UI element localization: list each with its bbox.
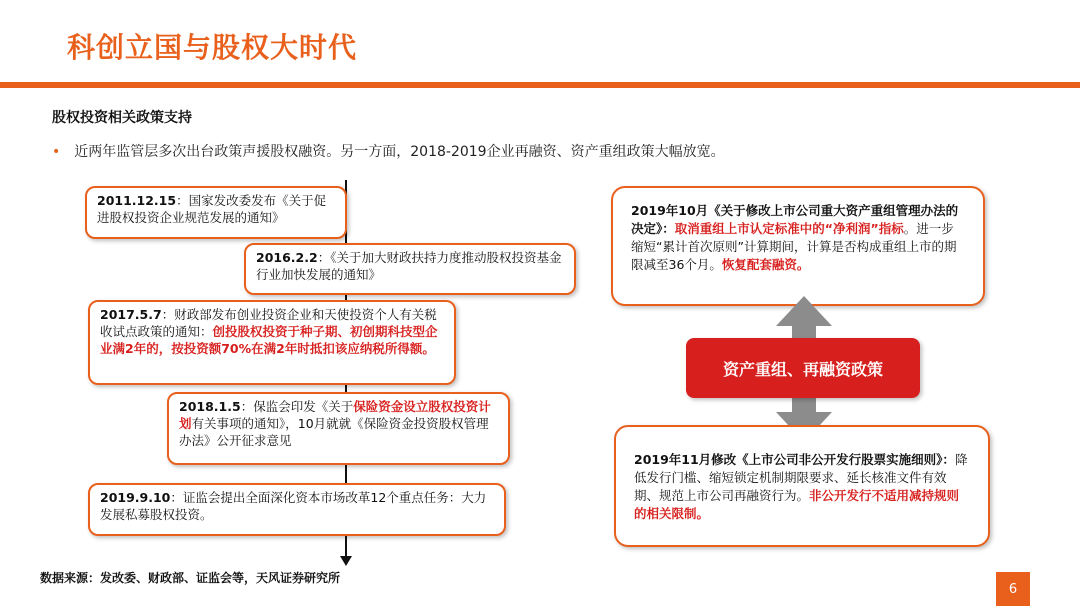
timeline-event-5 [88, 483, 506, 536]
timeline-event-2 [244, 243, 576, 295]
timeline-event-1 [85, 186, 347, 239]
event-date: 2011.12.15 [97, 193, 177, 208]
policy-box-refinancing [614, 425, 990, 547]
timeline-arrow-icon [340, 556, 352, 566]
event-text: ：保监会印发《关于 [240, 399, 354, 414]
event-text: ：财政部发布创业投资企业和天使投资个人有关税收试点政策的通知： [100, 307, 437, 339]
policy-box-restructuring [611, 186, 985, 306]
page-number: 6 [996, 572, 1030, 606]
timeline-event-4 [167, 392, 510, 465]
event-date: 2018.1.5 [179, 399, 241, 414]
data-source: 数据来源：发改委、财政部、证监会等，天风证券研究所 [40, 571, 341, 585]
event-date: 2019.9.10 [100, 490, 171, 505]
policy-highlight: 取消重组上市认定标准中的“净利润”指标 [674, 221, 904, 236]
policy-highlight: 非公开发行不适用减持规则的相关限制。 [634, 488, 960, 521]
bullet-dot-icon: • [52, 144, 61, 160]
policy-title: 2019年10月《关于修改上市公司重大资产重组管理办法的决定》： [631, 203, 959, 236]
title-divider [0, 82, 1080, 88]
section-subtitle: 股权投资相关政策支持 [52, 110, 192, 126]
event-date: 2017.5.7 [100, 307, 162, 322]
timeline-event-3 [88, 300, 456, 385]
policy-highlight-tail: 恢复配套融资。 [721, 257, 810, 272]
event-text: ：国家发改委发布《关于促进股权投资企业规范发展的通知》 [97, 193, 327, 225]
bullet-point [52, 141, 725, 161]
event-text: ：证监会提出全面深化资本市场改革12个重点任务：大力发展私募股权投资。 [100, 490, 487, 522]
bullet-text: 近两年监管层多次出台政策声援股权融资。另一方面，2018-2019企业再融资、资产重组政策大幅放宽。 [74, 144, 725, 160]
slide-title: 科创立国与股权大时代 [67, 31, 358, 64]
event-highlight: 创投股权投资于种子期、初创期科技型企业满2年的，按投资额70%在满2年时抵扣该应纳税所得额。 [100, 324, 438, 356]
event-text-tail: 有关事项的通知》，10月就就《保险资金投资股权管理办法》公开征求意见 [179, 416, 489, 448]
event-highlight: 保险资金设立股权投资计划 [179, 399, 491, 431]
policy-text: 。进一步缩短“累计首次原则”计算期间，计算是否构成重组上市的期限减至36个月。 [631, 221, 957, 272]
policy-title: 2019年11月修改《上市公司非公开发行股票实施细则》： [634, 452, 955, 467]
policy-category-label: 资产重组、再融资政策 [686, 338, 920, 398]
policy-text: 降低发行门槛、缩短锁定机制期限要求、延长核准文件有效期、规范上市公司再融资行为。 [634, 452, 968, 503]
event-date: 2016.2.2 [256, 250, 318, 265]
event-text: ：《关于加大财政扶持力度推动股权投资基金行业加快发展的通知》 [256, 250, 562, 282]
